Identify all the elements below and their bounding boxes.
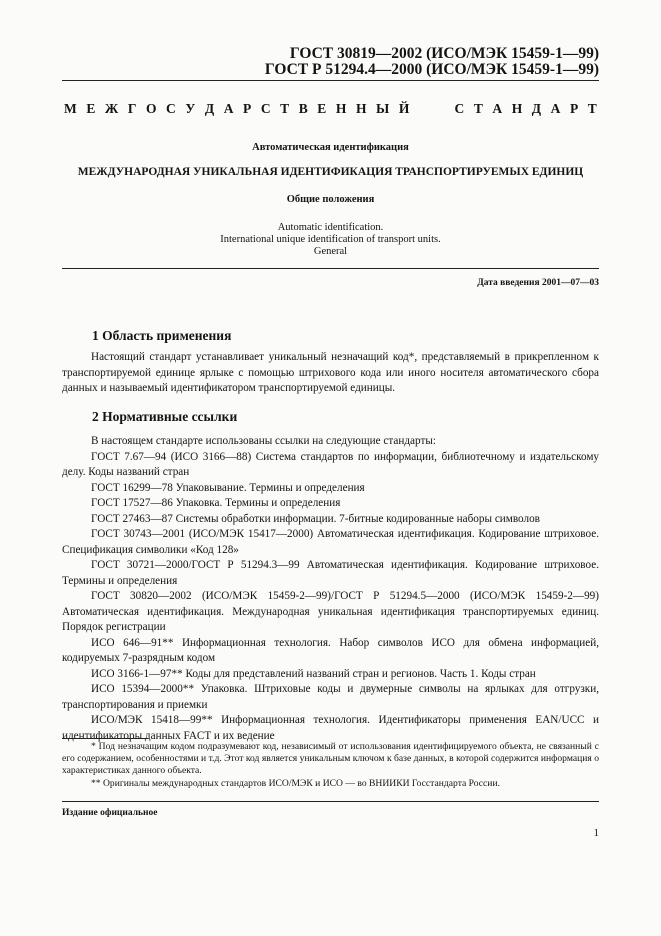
designation-line-1: ГОСТ 30819—2002 (ИСО/МЭК 15459-1—99)	[289, 45, 599, 62]
banner-letter: Н	[511, 101, 523, 116]
section-2-heading: 2 Нормативные ссылки	[92, 409, 238, 424]
banner-gap	[419, 101, 445, 117]
banner-letter: У	[185, 101, 196, 116]
official-edition-label: Издание официальное	[62, 808, 158, 818]
banner-letter: Р	[243, 101, 252, 116]
standard-designation	[265, 46, 599, 78]
english-title-line: International unique identification of transport units.	[220, 234, 441, 245]
subject-heading: Автоматическая идентификация	[252, 142, 409, 153]
designation-line-2: ГОСТ Р 51294.4—2000 (ИСО/МЭК 15459-1—99)	[264, 61, 599, 78]
title-rule	[62, 268, 599, 269]
banner-letter: Д	[531, 101, 542, 116]
english-title	[62, 222, 599, 258]
banner-letter: Н	[355, 101, 367, 116]
reference-item: ИСО 646—91** Информационная технология. Набор символов ИСО для обмена информацией, кодируемых 7-разрядным кодом	[62, 636, 599, 664]
banner-letter: Е	[86, 101, 96, 116]
banner-letter: Ы	[376, 101, 390, 116]
introduction-date: Дата введения 2001—07—03	[477, 278, 599, 288]
section-1-text: Настоящий стандарт устанавливает уникальный незначащий код*, представляемый в прикрепленном к транспортируемой единице ярлыке с помощью штрихового кода или иного носителя автоматического сбора данных и называемый идентификатором транспортируемой единицы.	[62, 351, 599, 394]
reference-item: ГОСТ 30721—2000/ГОСТ Р 51294.3—99 Автоматическая идентификация. Кодирование штриховое. Термины и определения	[62, 559, 599, 587]
banner-letter: Г	[127, 101, 137, 116]
banner-letter: С	[454, 101, 465, 116]
banner-letter: Р	[569, 101, 579, 116]
banner-letter: В	[298, 101, 308, 116]
header-rule	[62, 80, 599, 81]
reference-item: ГОСТ 27463—87 Системы обработки информации. 7-битные кодированные наборы символов	[91, 512, 540, 525]
banner-letter: Н	[335, 101, 347, 116]
reference-item: ГОСТ 7.67—94 (ИСО 3166—88) Система стандартов по информации, библиотечному и издательскому делу. Коды названий стран	[62, 450, 599, 478]
reference-item: ГОСТ 17527—86 Упаковка. Термины и определения	[91, 497, 341, 509]
footnote-2: ** Оригиналы международных стандартов ИСО/МЭК и ИСО — во ВНИИКИ Госстандарта России.	[91, 777, 500, 789]
document-title: МЕЖДУНАРОДНАЯ УНИКАЛЬНАЯ ИДЕНТИФИКАЦИЯ ТРАНСПОРТИРУЕМЫХ ЕДИНИЦ	[77, 166, 584, 178]
reference-item: ГОСТ 16299—78 Упаковывание. Термины и определения	[91, 481, 365, 494]
banner-letter: О	[145, 101, 157, 116]
banner-letter: Т	[587, 101, 597, 116]
banner-letter: А	[492, 101, 503, 116]
document-subtitle: Общие положения	[286, 194, 375, 205]
banner-letter: Т	[280, 101, 290, 116]
interstate-standard-banner	[64, 101, 597, 117]
banner-letter: А	[223, 101, 234, 116]
reference-item: ИСО/МЭК 15418—99** Информационная технология. Идентификаторы применения EAN/UCC и идентификаторы данных FACT и их ведение	[62, 714, 599, 742]
banner-letter: А	[550, 101, 561, 116]
banner-letter: Ж	[104, 101, 119, 116]
reference-item: ГОСТ 30743—2001 (ИСО/МЭК 15417—2000) Автоматическая идентификация. Кодирование штриховое. Спецификация символики «Код 128»	[62, 528, 599, 556]
reference-item: ИСО 15394—2000** Упаковка. Штриховые коды и двумерные символы на ярлыках для отгрузки, транспортирования и приемки	[62, 683, 599, 711]
english-title-line: General	[313, 246, 348, 257]
section-1-heading: 1 Область применения	[92, 328, 232, 343]
banner-letter: Й	[398, 101, 410, 116]
reference-item: В настоящем стандарте использованы ссылки на следующие стандарты:	[91, 435, 436, 447]
footnote-rule	[62, 738, 148, 739]
page-number: 1	[593, 827, 599, 839]
banner-letter: М	[64, 101, 77, 116]
footnotes	[62, 741, 599, 790]
reference-item: ИСО 3166-1—97** Коды для представлений названий стран и регионов. Часть 1. Коды стран	[91, 667, 536, 680]
banner-letter: С	[260, 101, 271, 116]
banner-letter: Т	[473, 101, 483, 116]
banner-letter: Д	[204, 101, 215, 116]
normative-references-list	[62, 434, 599, 744]
english-title-line: Automatic identification.	[277, 222, 384, 233]
banner-letter: С	[166, 101, 176, 116]
footer-rule	[62, 801, 599, 802]
reference-item: ГОСТ 30820—2002 (ИСО/МЭК 15459-2—99)/ГОСТ Р 51294.5—2000 (ИСО/МЭК 15459-2—99) Автоматическая идентификация. Международная уникальная идентификация транспортируемых единиц. Порядок регистрации	[62, 590, 599, 633]
banner-letter: Е	[317, 101, 327, 116]
footnote-1: * Под незначащим кодом подразумевают код, независимый от использования идентифицируемого объекта, не связанный с его содержанием, особенностями и т.д. Этот код является уникальным ключом к базе данных, в которой содержится информация о характеристиках данного объекта.	[62, 741, 599, 777]
